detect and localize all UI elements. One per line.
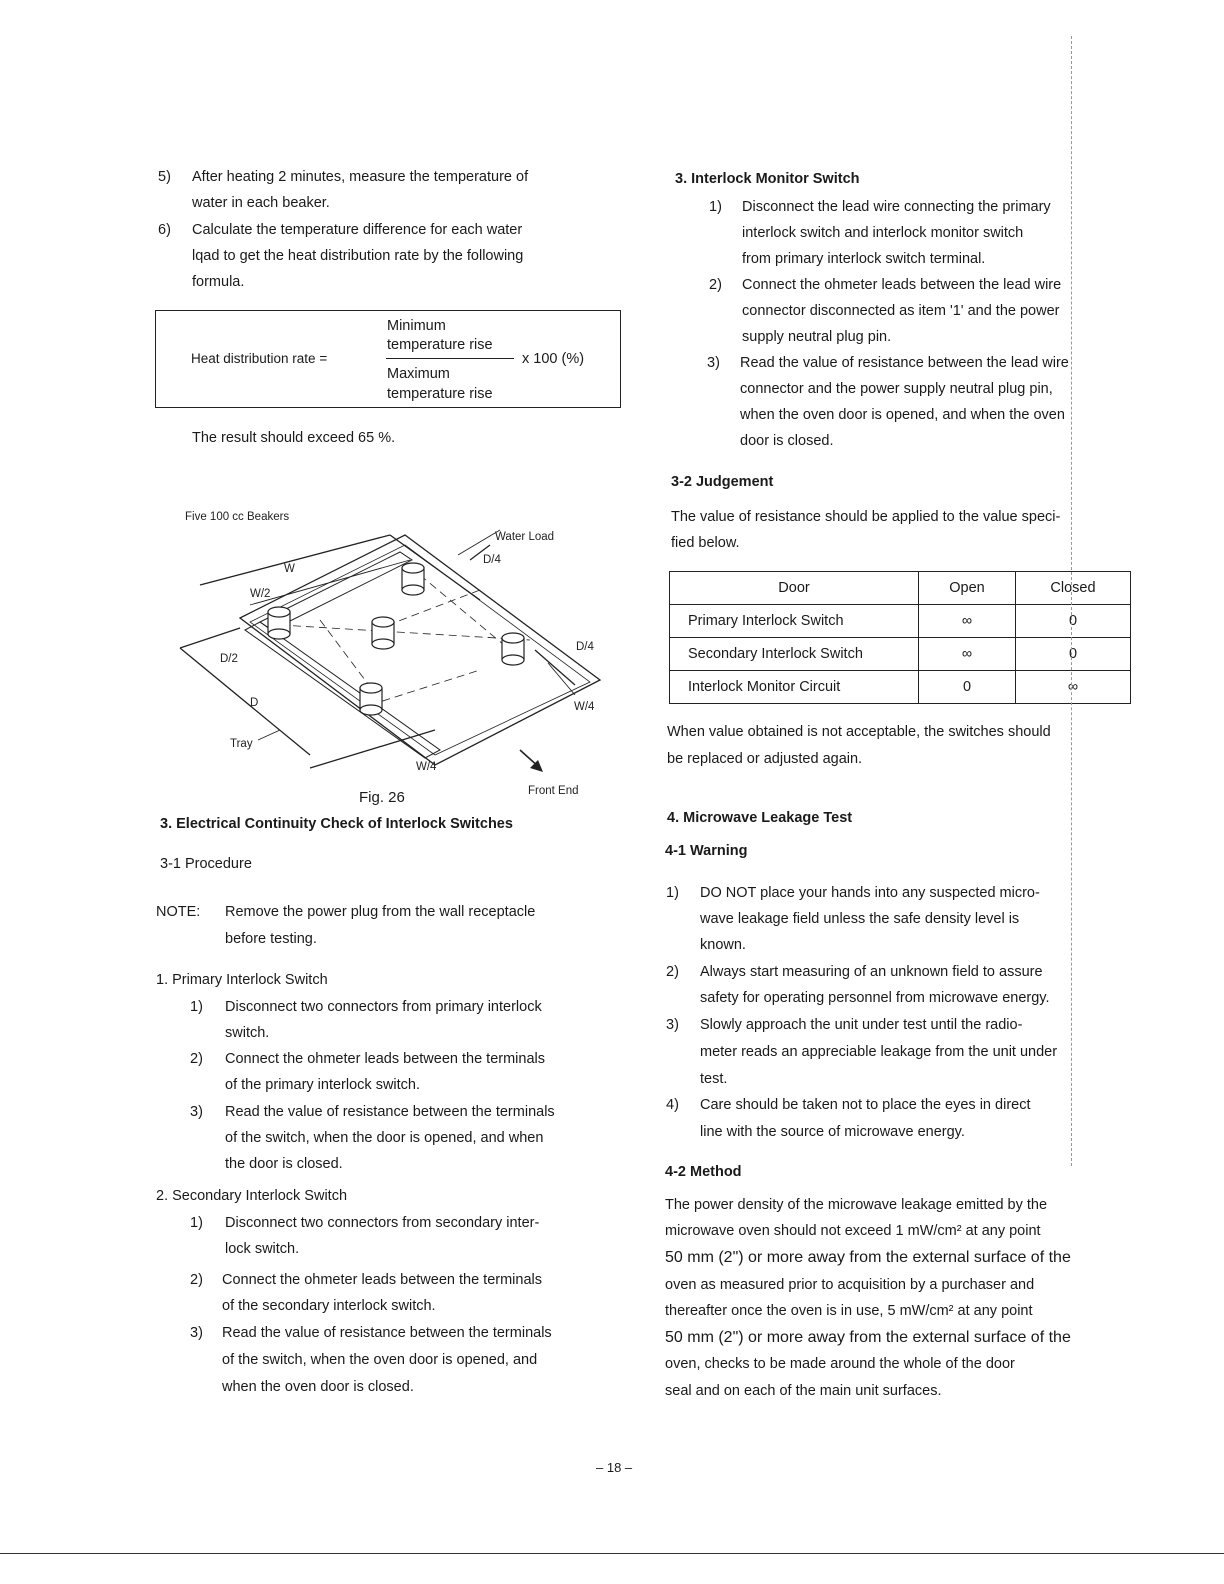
monitor-step-1-line-3: from primary interlock switch terminal. xyxy=(742,251,986,267)
row-1-closed: 0 xyxy=(1016,605,1131,638)
row-3-door: Interlock Monitor Circuit xyxy=(670,671,919,704)
warning-4-line-1: Care should be taken not to place the eyes in direct xyxy=(700,1097,1031,1113)
table-header-row xyxy=(670,572,1131,605)
label-front-end: Front End xyxy=(528,785,579,797)
result-statement: The result should exceed 65 %. xyxy=(192,430,396,446)
judgement-table xyxy=(669,571,1131,704)
method-line-4: oven as measured prior to acquisition by a purchaser and xyxy=(665,1277,1035,1293)
secondary-step-1-number: 1) xyxy=(190,1215,203,1231)
dim-d2 xyxy=(180,628,240,648)
monitor-step-2-line-1: Connect the ohmeter leads between the lead wire xyxy=(742,277,1062,293)
step-6-line-2: lqad to get the heat distribution rate by the following xyxy=(192,248,524,264)
secondary-step-3-number: 3) xyxy=(190,1325,203,1341)
method-line-5: thereafter once the oven is in use, 5 mW/cm² at any point xyxy=(665,1303,1033,1319)
step-6-line-3: formula. xyxy=(192,274,245,290)
row-2-door: Secondary Interlock Switch xyxy=(670,638,919,671)
section-3-heading: 3. Electrical Continuity Check of Interlock Switches xyxy=(160,816,513,832)
formula-numerator-2: temperature rise xyxy=(387,337,493,353)
step-6-number: 6) xyxy=(158,222,171,238)
warning-heading: 4-1 Warning xyxy=(665,843,748,859)
method-line-8: seal and on each of the main unit surfaces. xyxy=(665,1383,942,1399)
warning-3-number: 3) xyxy=(666,1017,679,1033)
primary-step-3-line-2: of the switch, when the door is opened, and when xyxy=(225,1130,544,1146)
table-row xyxy=(670,605,1131,638)
section-3-1-heading: 3-1 Procedure xyxy=(160,856,252,872)
secondary-interlock-heading: 2. Secondary Interlock Switch xyxy=(156,1188,348,1204)
beaker-1 xyxy=(268,607,290,639)
secondary-step-1-line-2: lock switch. xyxy=(225,1241,300,1257)
method-line-3: 50 mm (2") or more away from the external surface of the xyxy=(665,1249,1071,1266)
secondary-step-3-line-1: Read the value of resistance between the terminals xyxy=(222,1325,552,1341)
secondary-step-2-line-1: Connect the ohmeter leads between the terminals xyxy=(222,1272,542,1288)
header-closed: Closed xyxy=(1016,572,1131,605)
primary-interlock-heading: 1. Primary Interlock Switch xyxy=(156,972,328,988)
dim-w2 xyxy=(250,560,410,605)
secondary-step-1-line-1: Disconnect two connectors from secondary inter- xyxy=(225,1215,540,1231)
table-row xyxy=(670,638,1131,671)
label-d: D xyxy=(250,697,259,709)
formula-denominator-2: temperature rise xyxy=(387,386,493,402)
primary-step-3-number: 3) xyxy=(190,1104,203,1120)
monitor-heading: 3. Interlock Monitor Switch xyxy=(675,171,860,187)
row-2-closed: 0 xyxy=(1016,638,1131,671)
warning-1-line-3: known. xyxy=(700,937,746,953)
step-5-number: 5) xyxy=(158,169,171,185)
primary-step-1-line-1: Disconnect two connectors from primary interlock xyxy=(225,999,542,1015)
warning-2-number: 2) xyxy=(666,964,679,980)
monitor-step-3-line-2: connector and the power supply neutral plug pin, xyxy=(740,381,1053,397)
primary-step-1-line-2: switch. xyxy=(225,1025,270,1041)
row-3-open: 0 xyxy=(919,671,1016,704)
monitor-step-1-line-2: interlock switch and interlock monitor switch xyxy=(742,225,1024,241)
secondary-step-3-line-3: when the oven door is closed. xyxy=(222,1379,414,1395)
warning-4-line-2: line with the source of microwave energy. xyxy=(700,1124,965,1140)
warning-3-line-3: test. xyxy=(700,1071,728,1087)
label-d2: D/2 xyxy=(220,653,238,665)
step-5-line-2: water in each beaker. xyxy=(192,195,330,211)
secondary-step-2-line-2: of the secondary interlock switch. xyxy=(222,1298,436,1314)
warning-1-line-2: wave leakage field unless the safe density level is xyxy=(700,911,1020,927)
beaker-5 xyxy=(360,683,382,715)
scan-fold-line xyxy=(1071,36,1072,1166)
row-1-open: ∞ xyxy=(919,605,1016,638)
fig-26-diagram xyxy=(150,500,620,800)
method-line-6: 50 mm (2") or more away from the external surface of the xyxy=(665,1329,1071,1346)
row-2-open: ∞ xyxy=(919,638,1016,671)
label-w4-right: W/4 xyxy=(574,701,595,713)
tray-leader xyxy=(258,730,280,740)
monitor-step-2-line-3: supply neutral plug pin. xyxy=(742,329,892,345)
warning-2-line-2: safety for operating personnel from microwave energy. xyxy=(700,990,1050,1006)
front-end-arrow xyxy=(520,750,543,772)
monitor-step-3-line-3: when the oven door is opened, and when the oven xyxy=(740,407,1065,423)
method-line-1: The power density of the microwave leakage emitted by the xyxy=(665,1197,1048,1213)
label-d4-right: D/4 xyxy=(576,641,594,653)
step-5-line-1: After heating 2 minutes, measure the temperature of xyxy=(192,169,529,185)
beaker-2 xyxy=(402,563,424,595)
formula-denominator-1: Maximum xyxy=(387,366,450,382)
primary-step-3-line-1: Read the value of resistance between the terminals xyxy=(225,1104,555,1120)
method-line-2: microwave oven should not exceed 1 mW/cm² at any point xyxy=(665,1223,1041,1239)
secondary-step-3-line-2: of the switch, when the oven door is opened, and xyxy=(222,1352,538,1368)
header-door: Door xyxy=(670,572,919,605)
label-w: W xyxy=(284,563,295,575)
label-water-load: Water Load xyxy=(495,531,555,543)
primary-step-2-line-1: Connect the ohmeter leads between the terminals xyxy=(225,1051,545,1067)
formula-multiplier: x 100 (%) xyxy=(522,351,585,367)
label-d4-top: D/4 xyxy=(483,554,501,566)
judgement-intro-2: fied below. xyxy=(671,535,740,551)
formula-label: Heat distribution rate = xyxy=(191,351,328,366)
label-tray: Tray xyxy=(230,738,253,750)
primary-step-2-line-2: of the primary interlock switch. xyxy=(225,1077,421,1093)
warning-1-line-1: DO NOT place your hands into any suspected micro- xyxy=(700,885,1040,901)
water-load-leader xyxy=(458,530,500,555)
secondary-step-2-number: 2) xyxy=(190,1272,203,1288)
warning-2-line-1: Always start measuring of an unknown field to assure xyxy=(700,964,1043,980)
label-w2: W/2 xyxy=(250,588,271,600)
judgement-after-1: When value obtained is not acceptable, the switches should xyxy=(667,724,1051,740)
header-open: Open xyxy=(919,572,1016,605)
monitor-step-2-line-2: connector disconnected as item '1' and the power xyxy=(742,303,1060,319)
judgement-intro-1: The value of resistance should be applied to the value speci- xyxy=(671,509,1061,525)
monitor-step-3-number: 3) xyxy=(707,355,720,371)
label-w4-bottom: W/4 xyxy=(416,761,437,773)
judgement-after-2: be replaced or adjusted again. xyxy=(667,751,863,767)
fig-26-caption: Fig. 26 xyxy=(359,789,405,806)
row-3-closed: ∞ xyxy=(1016,671,1131,704)
dim-d4-right xyxy=(535,650,575,685)
beaker-3 xyxy=(372,617,394,649)
monitor-step-1-line-1: Disconnect the lead wire connecting the primary xyxy=(742,199,1051,215)
formula-fraction-bar xyxy=(386,358,514,359)
monitor-step-1-number: 1) xyxy=(709,199,722,215)
table-row xyxy=(670,671,1131,704)
step-6-line-1: Calculate the temperature difference for each water xyxy=(192,222,523,238)
method-heading: 4-2 Method xyxy=(665,1164,742,1180)
primary-step-3-line-3: the door is closed. xyxy=(225,1156,343,1172)
primary-step-2-number: 2) xyxy=(190,1051,203,1067)
page-number: – 18 – xyxy=(596,1460,633,1475)
beaker-4 xyxy=(502,633,524,665)
dim-w xyxy=(200,535,390,585)
monitor-step-2-number: 2) xyxy=(709,277,722,293)
warning-4-number: 4) xyxy=(666,1097,679,1113)
warning-1-number: 1) xyxy=(666,885,679,901)
warning-3-line-1: Slowly approach the unit under test until the radio- xyxy=(700,1017,1023,1033)
note-line-1: Remove the power plug from the wall receptacle xyxy=(225,904,536,920)
row-1-door: Primary Interlock Switch xyxy=(670,605,919,638)
primary-step-1-number: 1) xyxy=(190,999,203,1015)
method-line-7: oven, checks to be made around the whole of the door xyxy=(665,1356,1015,1372)
bottom-rule xyxy=(0,1553,1224,1554)
note-label: NOTE: xyxy=(156,904,201,920)
formula-numerator-1: Minimum xyxy=(387,318,446,334)
label-beakers: Five 100 cc Beakers xyxy=(185,511,290,523)
note-line-2: before testing. xyxy=(225,931,317,947)
judgement-heading: 3-2 Judgement xyxy=(671,474,774,490)
monitor-step-3-line-4: door is closed. xyxy=(740,433,834,449)
warning-3-line-2: meter reads an appreciable leakage from the unit under xyxy=(700,1044,1058,1060)
leakage-heading: 4. Microwave Leakage Test xyxy=(667,810,853,826)
monitor-step-3-line-1: Read the value of resistance between the lead wire xyxy=(740,355,1069,371)
